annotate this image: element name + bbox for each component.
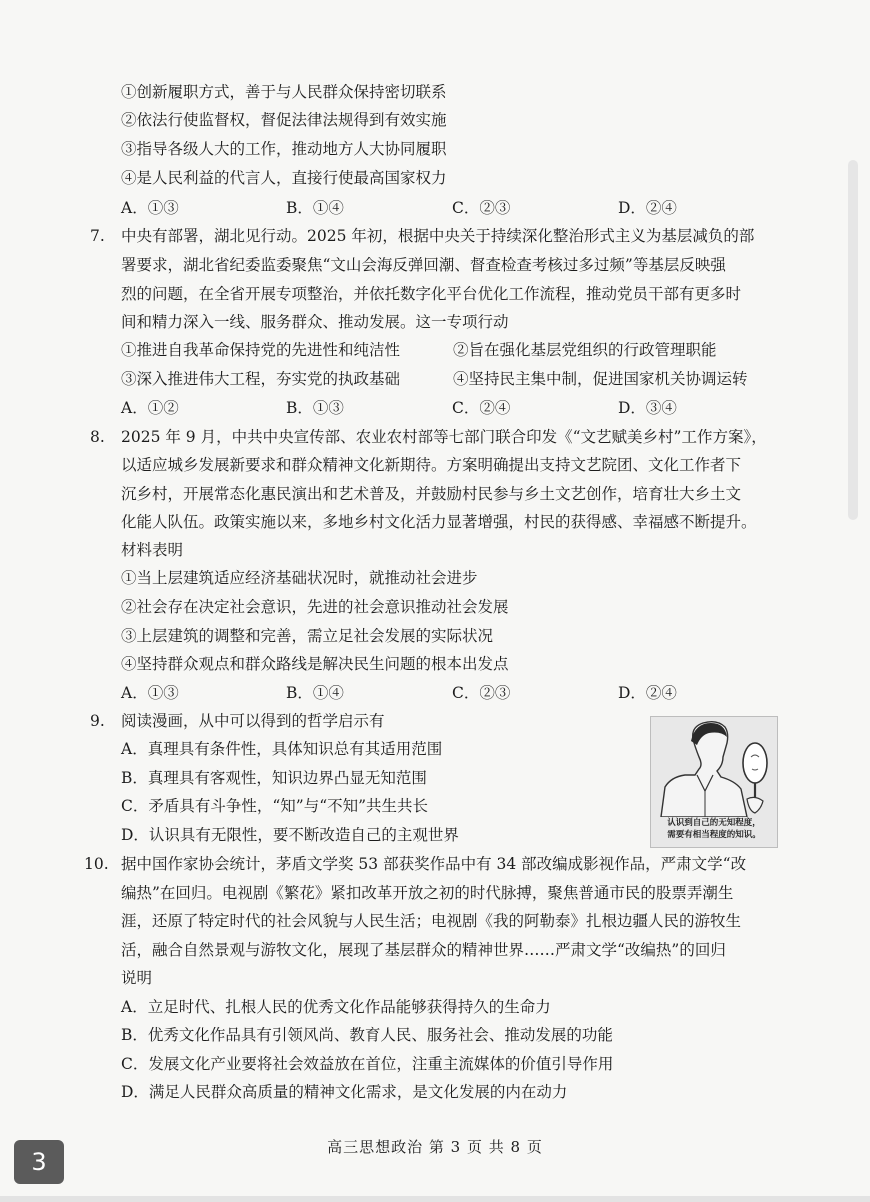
q7-option-3: ③深入推进伟大工程，夯实党的执政基础	[121, 370, 401, 388]
q7-option-4: ④坚持民主集中制，促进国家机关协调运转	[453, 370, 748, 388]
q8-option-1: ①当上层建筑适应经济基础状况时，就推动社会进步	[121, 569, 478, 587]
q7-choice-c: C．②④	[452, 399, 511, 417]
q9-choice-b: B．真理具有客观性，知识边界凸显无知范围	[121, 769, 427, 787]
q9-choice-a: A．真理具有条件性，具体知识总有其适用范围	[121, 740, 443, 758]
q9-choice-c: C．矛盾具有斗争性，“知”与“不知”共生共长	[121, 797, 429, 815]
q7-choice-a: A．①②	[121, 399, 179, 417]
q6-choice-d: D．②④	[618, 199, 677, 217]
q10-choice-c: C．发展文化产业要将社会效益放在首位，注重主流媒体的价值引导作用	[121, 1055, 614, 1073]
q9-cartoon-image	[650, 716, 778, 848]
bottom-divider	[0, 1196, 870, 1202]
q10-stem-line: 编热”在回归。电视剧《繁花》紧扣改革开放之初的时代脉搏，聚焦普通市民的股票弄潮生	[121, 884, 734, 902]
q7-option-2: ②旨在强化基层党组织的行政管理职能	[453, 341, 717, 359]
q6-choice-c: C．②③	[452, 199, 511, 217]
q8-choice-d: D．②④	[618, 684, 677, 702]
cartoon-drawing	[651, 717, 777, 817]
cartoon-caption-line-1: 认识到自己的无知程度，	[667, 818, 761, 828]
cartoon-caption	[653, 817, 775, 841]
q10-choice-d: D．满足人民群众高质量的精神文化需求，是文化发展的内在动力	[121, 1083, 568, 1101]
q10-stem-line: 据中国作家协会统计，茅盾文学奖 53 部获奖作品中有 34 部改编成影视作品，严肃文学“改	[121, 855, 747, 873]
q8-stem-line: 2025 年 9 月，中共中央宣传部、农业农村部等七部门联合印发《“文艺赋美乡村”工作方案》，	[121, 428, 767, 446]
q8-number: 8.	[90, 428, 105, 446]
q10-stem-line: 涯，还原了特定时代的社会风貌与人民生活；电视剧《我的阿勒泰》扎根边疆人民的游牧生	[121, 912, 742, 930]
q8-option-3: ③上层建筑的调整和完善，需立足社会发展的实际状况	[121, 627, 494, 645]
q6-choice-b: B．①④	[286, 199, 344, 217]
q10-stem-line: 说明	[121, 969, 153, 987]
q8-option-4: ④坚持群众观点和群众路线是解决民生问题的根本出发点	[121, 655, 509, 673]
q9-stem: 阅读漫画，从中可以得到的哲学启示有	[121, 712, 385, 730]
q7-stem-line: 间和精力深入一线、服务群众、推动发展。这一专项行动	[121, 313, 509, 331]
q9-choice-d: D．认识具有无限性，要不断改造自己的主观世界	[121, 826, 459, 844]
q6-option-3: ③指导各级人大的工作，推动地方人大协同履职	[121, 140, 447, 158]
q6-choice-a: A．①③	[121, 199, 179, 217]
q7-stem-line: 烈的问题，在全省开展专项整治，并依托数字化平台优化工作流程，推动党员干部有更多时	[121, 285, 742, 303]
scrollbar[interactable]	[848, 160, 858, 520]
q8-stem-line: 以适应城乡发展新要求和群众精神文化新期待。方案明确提出支持文艺院团、文化工作者下	[121, 456, 742, 474]
q8-option-2: ②社会存在决定社会意识，先进的社会意识推动社会发展	[121, 598, 509, 616]
q7-option-1: ①推进自我革命保持党的先进性和纯洁性	[121, 341, 401, 359]
page-number-badge[interactable]: 3	[14, 1140, 64, 1184]
cartoon-caption-line-2: 需要有相当程度的知识。	[667, 830, 761, 840]
q9-number: 9.	[90, 712, 105, 730]
q7-number: 7.	[90, 227, 105, 245]
q8-choice-a: A．①③	[121, 684, 179, 702]
page-footer: 高三思想政治 第 3 页 共 8 页	[327, 1138, 543, 1156]
q10-choice-a: A．立足时代、扎根人民的优秀文化作品能够获得持久的生命力	[121, 998, 551, 1016]
q6-option-1: ①创新履职方式，善于与人民群众保持密切联系	[121, 83, 447, 101]
q8-choice-c: C．②③	[452, 684, 511, 702]
q8-stem-line: 沉乡村，开展常态化惠民演出和艺术普及，并鼓励村民参与乡土文艺创作，培育壮大乡土文	[121, 485, 742, 503]
q6-option-2: ②依法行使监督权，督促法律法规得到有效实施	[121, 111, 447, 129]
q7-choice-b: B．①③	[286, 399, 344, 417]
q10-stem-line: 活，融合自然景观与游牧文化，展现了基层群众的精神世界……严肃文学“改编热”的回归	[121, 941, 726, 959]
q7-stem-line: 中央有部署，湖北见行动。2025 年初，根据中央关于持续深化整治形式主义为基层减负的部	[121, 227, 755, 245]
q10-choice-b: B．优秀文化作品具有引领风尚、教育人民、服务社会、推动发展的功能	[121, 1026, 613, 1044]
q10-number: 10.	[84, 855, 109, 873]
q8-stem-line: 材料表明	[121, 541, 184, 559]
q8-choice-b: B．①④	[286, 684, 344, 702]
q7-choice-d: D．③④	[618, 399, 677, 417]
q7-stem-line: 署要求，湖北省纪委监委聚焦“文山会海反弹回潮、督查检查考核过多过频”等基层反映强	[121, 256, 726, 274]
q6-option-4: ④是人民利益的代言人，直接行使最高国家权力	[121, 169, 447, 187]
q8-stem-line: 化能人队伍。政策实施以来，多地乡村文化活力显著增强，村民的获得感、幸福感不断提升。	[121, 513, 757, 531]
